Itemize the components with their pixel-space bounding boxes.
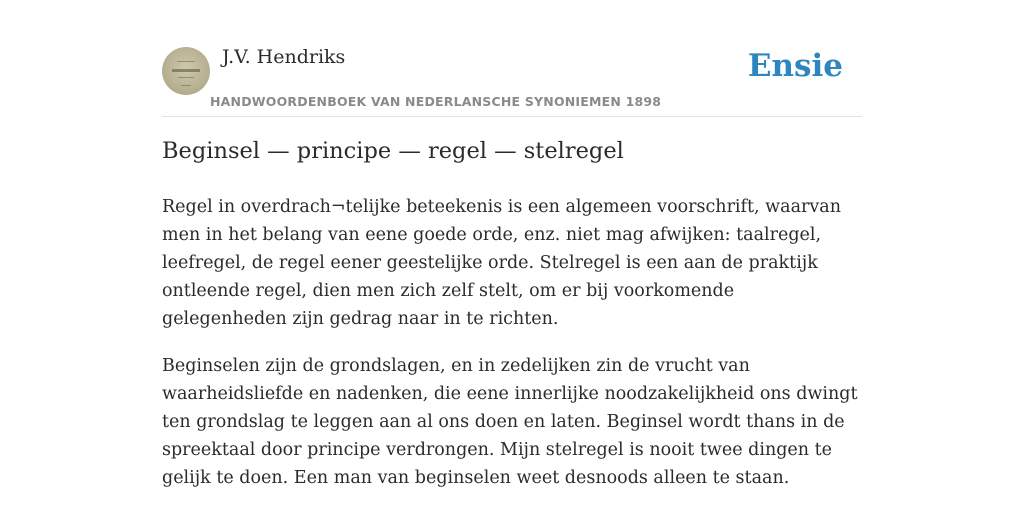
cover-line [181,85,191,86]
cover-line [178,77,194,78]
cover-line [172,69,200,72]
author-name[interactable]: J.V. Hendriks [222,46,346,68]
header [162,40,862,117]
entry-content [162,193,864,511]
cover-line [177,61,195,62]
ensie-logo[interactable]: Ensie [747,48,843,84]
source-title[interactable]: HANDWOORDENBOEK VAN NEDERLANSCHE SYNONIEMEN 1898 [210,94,662,109]
book-cover-icon[interactable] [162,47,210,95]
entry-paragraph: Regel in overdrach¬telijke beteekenis is een algemeen voorschrift, waarvan men in het belang van eene goede orde, enz. niet mag afwijken: taalregel, leefregel, de regel eener geestelijke orde. Stelregel is een aan de praktijk ontleende regel, dien men zich zelf stelt, om er bij voorkomende gelegenheden zijn gedrag naar in te richten. [162,197,841,329]
entry-paragraph: Beginselen zijn de grondslagen, en in zedelijken zin de vrucht van waarheidsliefde en nadenken, die eene innerlijke noodzakelijkheid ons dwingt ten grondslag te leggen aan al ons doen en laten. Beginsel wordt thans in de spreektaal door principe verdrongen. Mijn stelregel is nooit twee dingen te gelijk te doen. Een man van beginselen weet desnoods alleen te staan. [162,356,858,488]
page-title: Beginsel — principe — regel — stelregel [162,138,624,164]
